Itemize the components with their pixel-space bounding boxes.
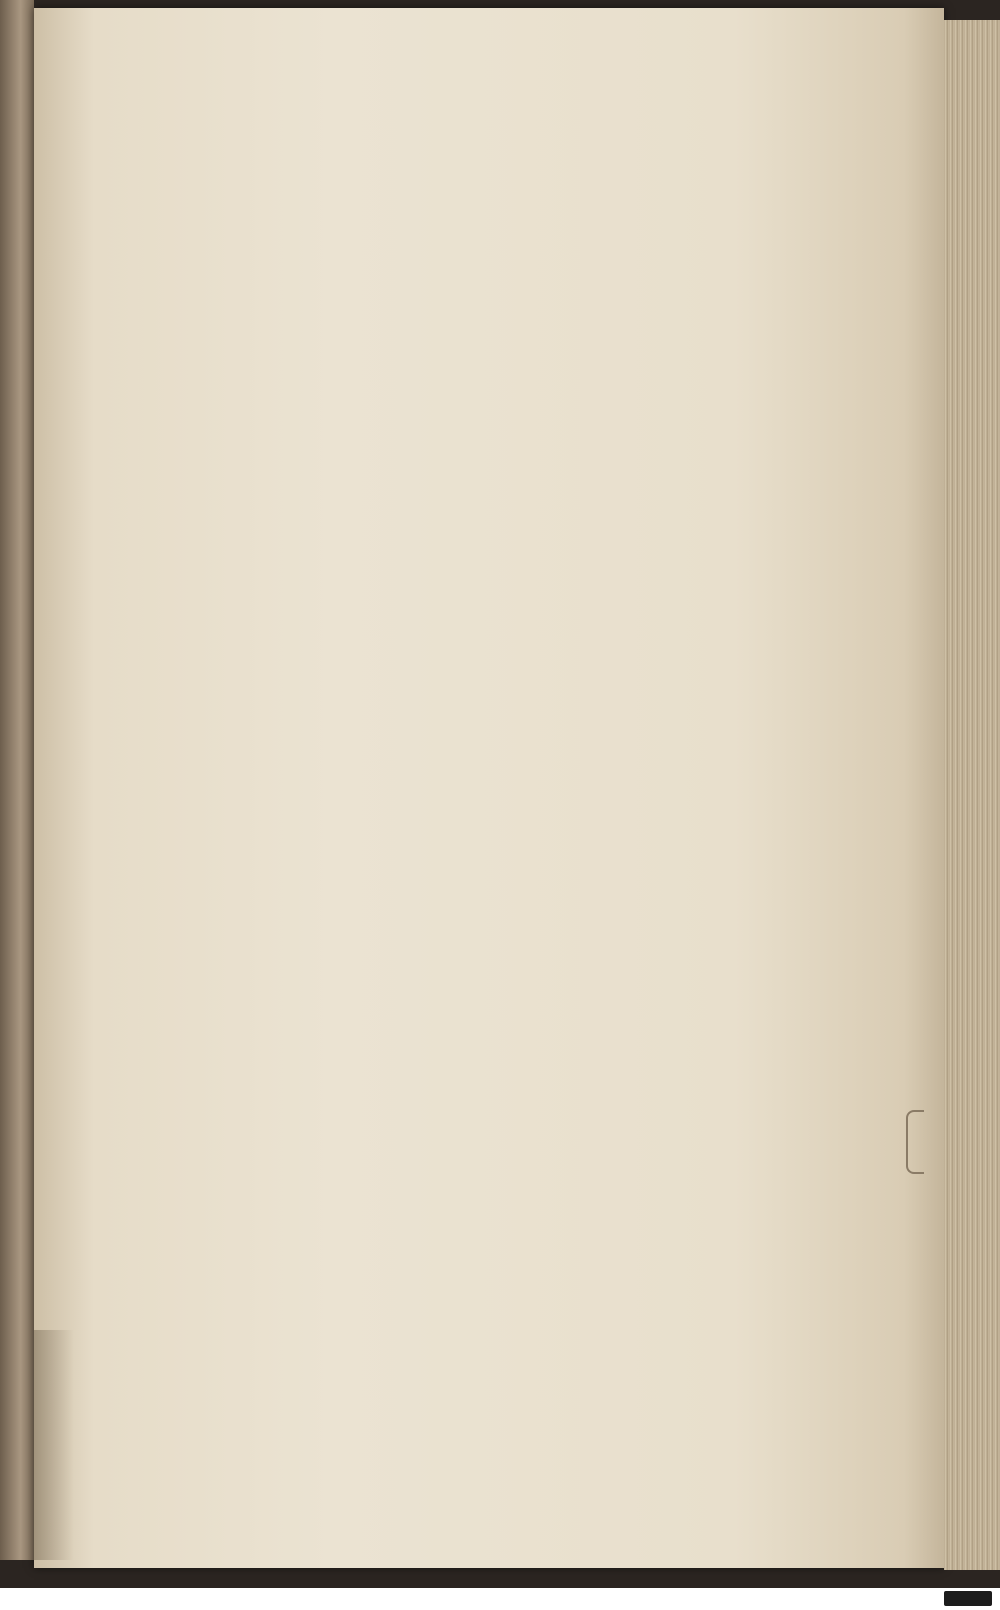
page-edges — [944, 20, 1000, 1570]
page-clip — [906, 1110, 924, 1174]
dfg-logo — [944, 1591, 992, 1606]
book-page — [34, 8, 944, 1568]
left-page-edge — [0, 0, 34, 1560]
footer-bar — [0, 1588, 1000, 1610]
page-stain — [34, 1330, 74, 1560]
body-text-block — [62, 484, 752, 488]
